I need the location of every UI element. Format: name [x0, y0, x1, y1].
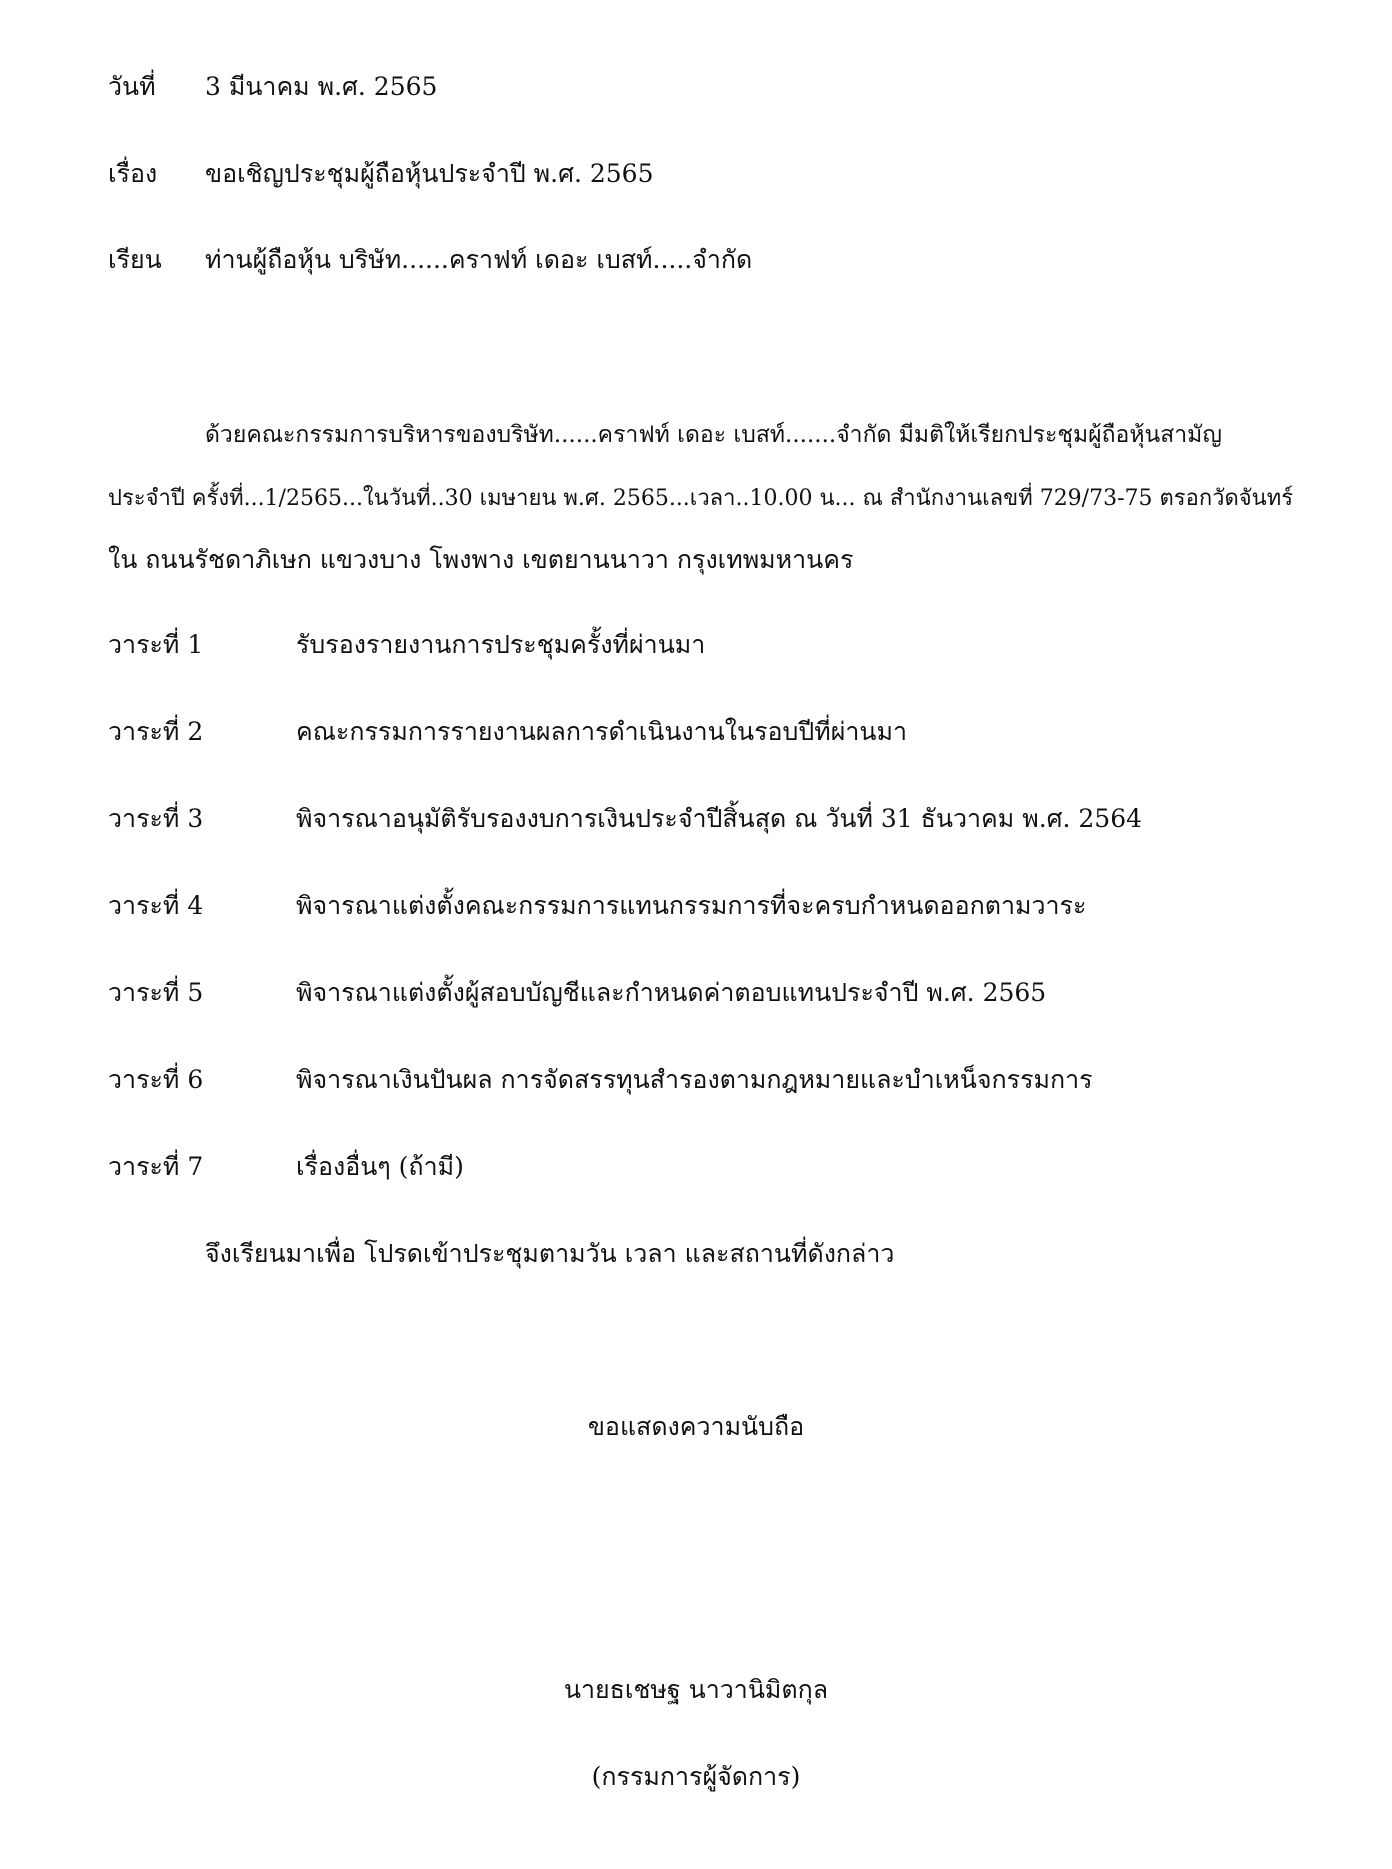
recipient-label: เรียน [108, 245, 162, 274]
agenda-item-6: พิจารณาเงินปันผล การจัดสรรทุนสำรองตามกฎหมายและบำเหน็จกรรมการ [296, 1065, 1093, 1094]
closing-invitation: จึงเรียนมาเพื่อ โปรดเข้าประชุมตามวัน เวลา และสถานที่ดังกล่าว [205, 1239, 895, 1268]
agenda-label-5: วาระที่ 5 [108, 978, 204, 1007]
date-value: 3 มีนาคม พ.ศ. 2565 [205, 72, 438, 101]
agenda-label-7: วาระที่ 7 [108, 1152, 204, 1181]
agenda-label-1: วาระที่ 1 [108, 630, 204, 659]
agenda-label-3: วาระที่ 3 [108, 804, 204, 833]
agenda-label-4: วาระที่ 4 [108, 891, 204, 920]
body-line-3: ใน ถนนรัชดาภิเษก แขวงบาง โพงพาง เขตยานนาวา กรุงเทพมหานคร [108, 545, 854, 574]
body-line-2: ประจำปี ครั้งที่...1/2565...ในวันที่..30 เมษายน พ.ศ. 2565...เวลา..10.00 น... ณ สำนักงานเลขที่ 729/73-75 ตรอกวัดจันทร์ [108, 486, 1294, 511]
closing-regards: ขอแสดงความนับถือ [587, 1412, 805, 1441]
subject-label: เรื่อง [108, 159, 158, 188]
agenda-label-6: วาระที่ 6 [108, 1065, 204, 1094]
agenda-item-5: พิจารณาแต่งตั้งผู้สอบบัญชีและกำหนดค่าตอบแทนประจำปี พ.ศ. 2565 [296, 978, 1047, 1007]
agenda-item-2: คณะกรรมการรายงานผลการดำเนินงานในรอบปีที่ผ่านมา [296, 717, 908, 746]
body-line-1: ด้วยคณะกรรมการบริหารของบริษัท......คราฟท์ เดอะ เบสท์.......จำกัด มีมติให้เรียกประชุมผู้ถือหุ้นสามัญ [205, 422, 1222, 448]
agenda-item-3: พิจารณาอนุมัติรับรองงบการเงินประจำปีสิ้นสุด ณ วันที่ 31 ธันวาคม พ.ศ. 2564 [296, 804, 1143, 833]
subject-value: ขอเชิญประชุมผู้ถือหุ้นประจำปี พ.ศ. 2565 [205, 159, 654, 188]
signer-title: (กรรมการผู้จัดการ) [591, 1762, 801, 1791]
signer-name: นายธเชษฐ นาวานิมิตกุล [563, 1675, 829, 1704]
agenda-item-4: พิจารณาแต่งตั้งคณะกรรมการแทนกรรมการที่จะครบกำหนดออกตามวาระ [296, 891, 1087, 920]
agenda-item-1: รับรองรายงานการประชุมครั้งที่ผ่านมา [296, 630, 706, 659]
agenda-item-7: เรื่องอื่นๆ (ถ้ามี) [296, 1152, 464, 1181]
date-label: วันที่ [108, 72, 156, 101]
agenda-label-2: วาระที่ 2 [108, 717, 204, 746]
recipient-value: ท่านผู้ถือหุ้น บริษัท......คราฟท์ เดอะ เบสท์.....จำกัด [205, 245, 753, 274]
